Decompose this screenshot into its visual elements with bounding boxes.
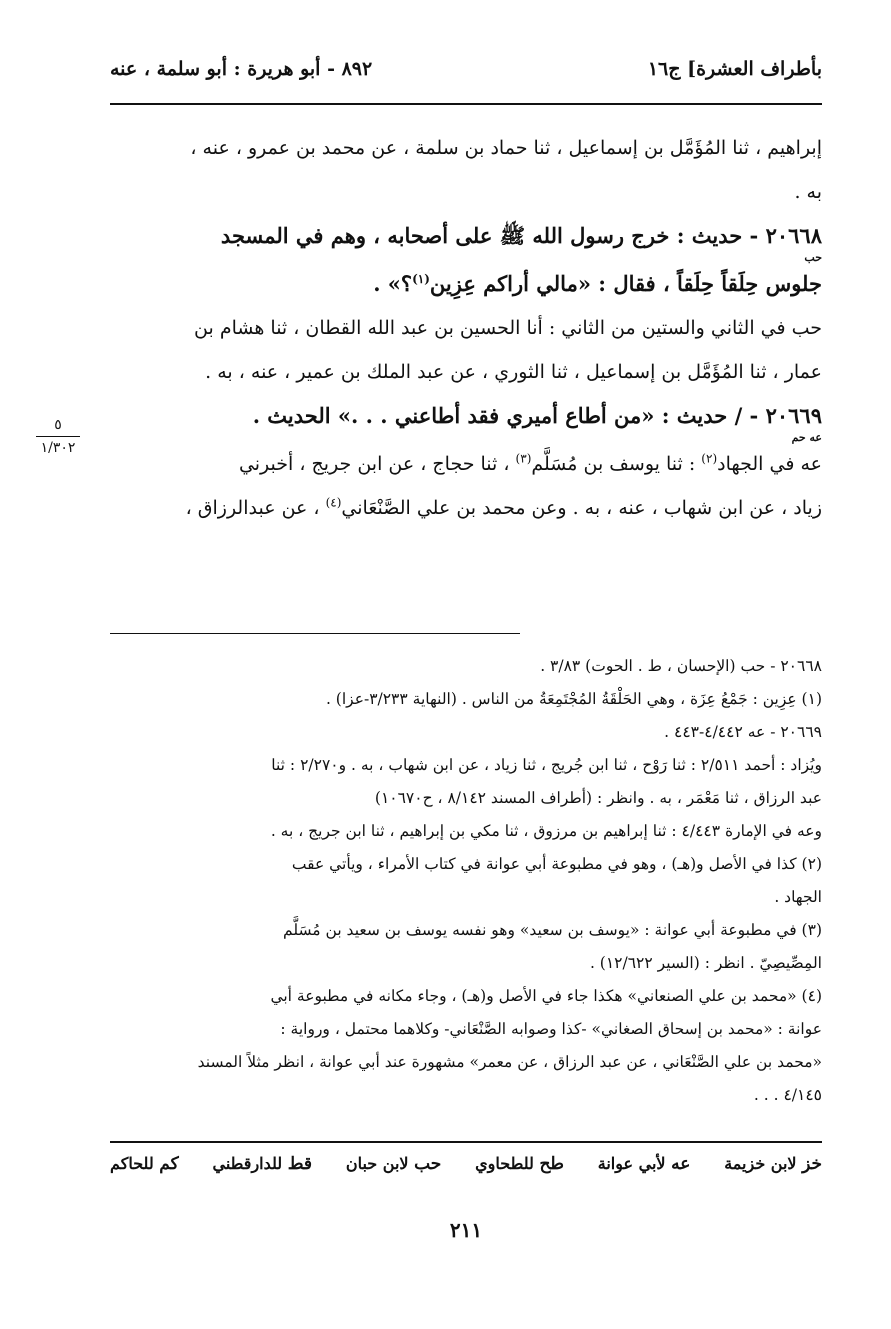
footnote-line: (١) عِزِين : جَمْعُ عِزَة ، وهي الحَلْقَةُ المُجْتَمِعَةُ من الناس . (النهاية ٣/٢٣٣-عزا) .	[325, 690, 822, 708]
source-marker: حب	[804, 251, 822, 264]
abbr-code: طح	[539, 1154, 564, 1174]
text-fragment: ، ثنا حجاج ، عن ابن جريج ، أخبرني	[238, 453, 516, 475]
abbr-code: حب	[414, 1154, 442, 1174]
footnote-line: ويُزاد : أحمد ٢/٥١١ : ثنا رَوْح ، ثنا ابن جُريج ، ثنا زياد ، عن ابن شهاب ، به . و٢/٢٧٠ : ثنا	[271, 756, 822, 774]
abbr-label: للطحاوي	[475, 1154, 534, 1173]
footnote-line: (٣) في مطبوعة أبي عوانة : «يوسف بن سعيد» وهو نفسه يوسف بن سعيد بن مُسَلَّم	[283, 921, 822, 939]
hadith-text: ؟» .	[373, 271, 413, 296]
text-line	[110, 442, 822, 486]
hadith-text: جلوس حِلَقاً حِلَقاً ، فقال : «مالي أراكم عِزِين	[429, 271, 822, 296]
abbreviation-rule	[110, 1141, 822, 1143]
abbr-item	[724, 1154, 822, 1174]
abbr-item	[346, 1154, 441, 1174]
hadith-text: - حديث : خرج رسول الله ﷺ على أصحابه ، وهم في المسجد	[220, 223, 759, 248]
footnote-ref[interactable]: (٤)	[325, 495, 342, 510]
footnote-line: الجهاد .	[774, 888, 822, 906]
main-text	[110, 126, 822, 530]
text-line: به .	[794, 181, 822, 203]
text-fragment: ، عن عبدالرزاق ،	[185, 497, 326, 519]
footnote-line: وعه في الإمارة ٤/٤٤٣ : ثنا إبراهيم بن مرزوق ، ثنا مكي بن إبراهيم ، ثنا ابن جريج ، به .	[270, 822, 822, 840]
footnote-line: «محمد بن علي الصَّنْعَاني ، عن عبد الرزاق ، عن معمر» مشهورة عند أبي عوانة ، انظر مثلاً المسند	[197, 1053, 822, 1071]
abbr-label: للحاكم	[110, 1154, 154, 1173]
margin-divider	[36, 436, 80, 437]
abbr-label: لابن حبان	[345, 1154, 409, 1173]
footnote-line: (٤) «محمد بن علي الصنعاني» هكذا جاء في الأصل و(هـ) ، وجاء مكانه في مطبوعة أبي	[270, 987, 822, 1005]
header-book-title: بأطراف العشرة] ج١٦	[647, 58, 822, 80]
source-marker: عه حم	[791, 431, 822, 444]
abbr-label: لابن خزيمة	[724, 1154, 797, 1173]
abbr-code: خز	[802, 1154, 822, 1174]
abbr-label: للدارقطني	[212, 1154, 283, 1173]
abbr-code: كم	[159, 1154, 179, 1174]
page-number: ٢١١	[449, 1218, 483, 1242]
text-line	[110, 486, 822, 530]
footnote-ref[interactable]: (٢)	[701, 451, 718, 466]
running-header	[110, 50, 822, 94]
footnote-line: ٤/١٤٥ . . .	[753, 1086, 822, 1104]
abbr-item	[475, 1154, 564, 1174]
text-fragment: زياد ، عن ابن شهاب ، عنه ، به . وعن محمد بن علي الصَّنْعَاني	[341, 497, 822, 519]
text-line: حب في الثاني والستين من الثاني : أنا الحسين بن عبد الله القطان ، ثنا هشام بن	[194, 317, 822, 339]
margin-volume: ٥	[54, 417, 62, 433]
header-section-title: ٨٩٢ - أبو هريرة : أبو سلمة ، عنه	[110, 58, 373, 80]
hadith-number: ٢٠٦٦٩	[765, 403, 822, 428]
margin-page: ١/٣٠٢	[40, 440, 76, 456]
footnote-ref[interactable]: (٣)	[515, 451, 532, 466]
hadith-number: ٢٠٦٦٨	[765, 223, 822, 248]
footnote-line: عوانة : «محمد بن إسحاق الصغاني» -كذا وصوابه الصَّنْعَاني- وكلاهما محتمل ، ورواية :	[280, 1020, 822, 1038]
footnote-ref[interactable]: (١)	[412, 272, 430, 286]
abbr-code: عه	[671, 1154, 691, 1174]
footnotes	[110, 650, 822, 1112]
footnote-separator	[110, 633, 520, 634]
header-rule	[110, 103, 822, 105]
abbr-item	[598, 1154, 691, 1174]
abbreviation-key	[110, 1154, 822, 1174]
abbr-code: قط	[287, 1154, 313, 1174]
margin-reference	[30, 416, 86, 457]
footnote-line: ٢٠٦٦٩ - عه ٤/٤٤٢-٤٤٣ .	[664, 723, 822, 741]
abbr-item	[110, 1154, 179, 1174]
footnote-line: المِصِّيصِيّ . انظر : (السير ١٢/٦٢٢) .	[589, 954, 822, 972]
text-line: إبراهيم ، ثنا المُؤَمَّل بن إسماعيل ، ثنا حماد بن سلمة ، عن محمد بن عمرو ، عنه ،	[190, 137, 822, 159]
text-fragment: عه في الجهاد	[717, 453, 822, 475]
hadith-continuation	[110, 262, 822, 306]
footnote-line: (٢) كذا في الأصل و(هـ) ، وهو في مطبوعة أبي عوانة في كتاب الأمراء ، ويأتي عقب	[291, 855, 822, 873]
abbr-item	[213, 1154, 313, 1174]
abbr-label: لأبي عوانة	[597, 1154, 666, 1173]
text-line: عمار ، ثنا المُؤَمَّل بن إسماعيل ، ثنا الثوري ، عن عبد الملك بن عمير ، عنه ، به .	[205, 361, 822, 383]
footnote-line: ٢٠٦٦٨ - حب (الإحسان ، ط . الحوت) ٣/٨٣ .	[540, 657, 822, 675]
footnote-line: عبد الرزاق ، ثنا مَعْمَر ، به . وانظر : (أطراف المسند ٨/١٤٢ ، ح١٠٦٧٠)	[374, 789, 822, 807]
text-fragment: : ثنا يوسف بن مُسَلَّم	[531, 453, 702, 475]
hadith-text: - / حديث : «من أطاع أميري فقد أطاعني . . .» الحديث .	[252, 403, 759, 428]
